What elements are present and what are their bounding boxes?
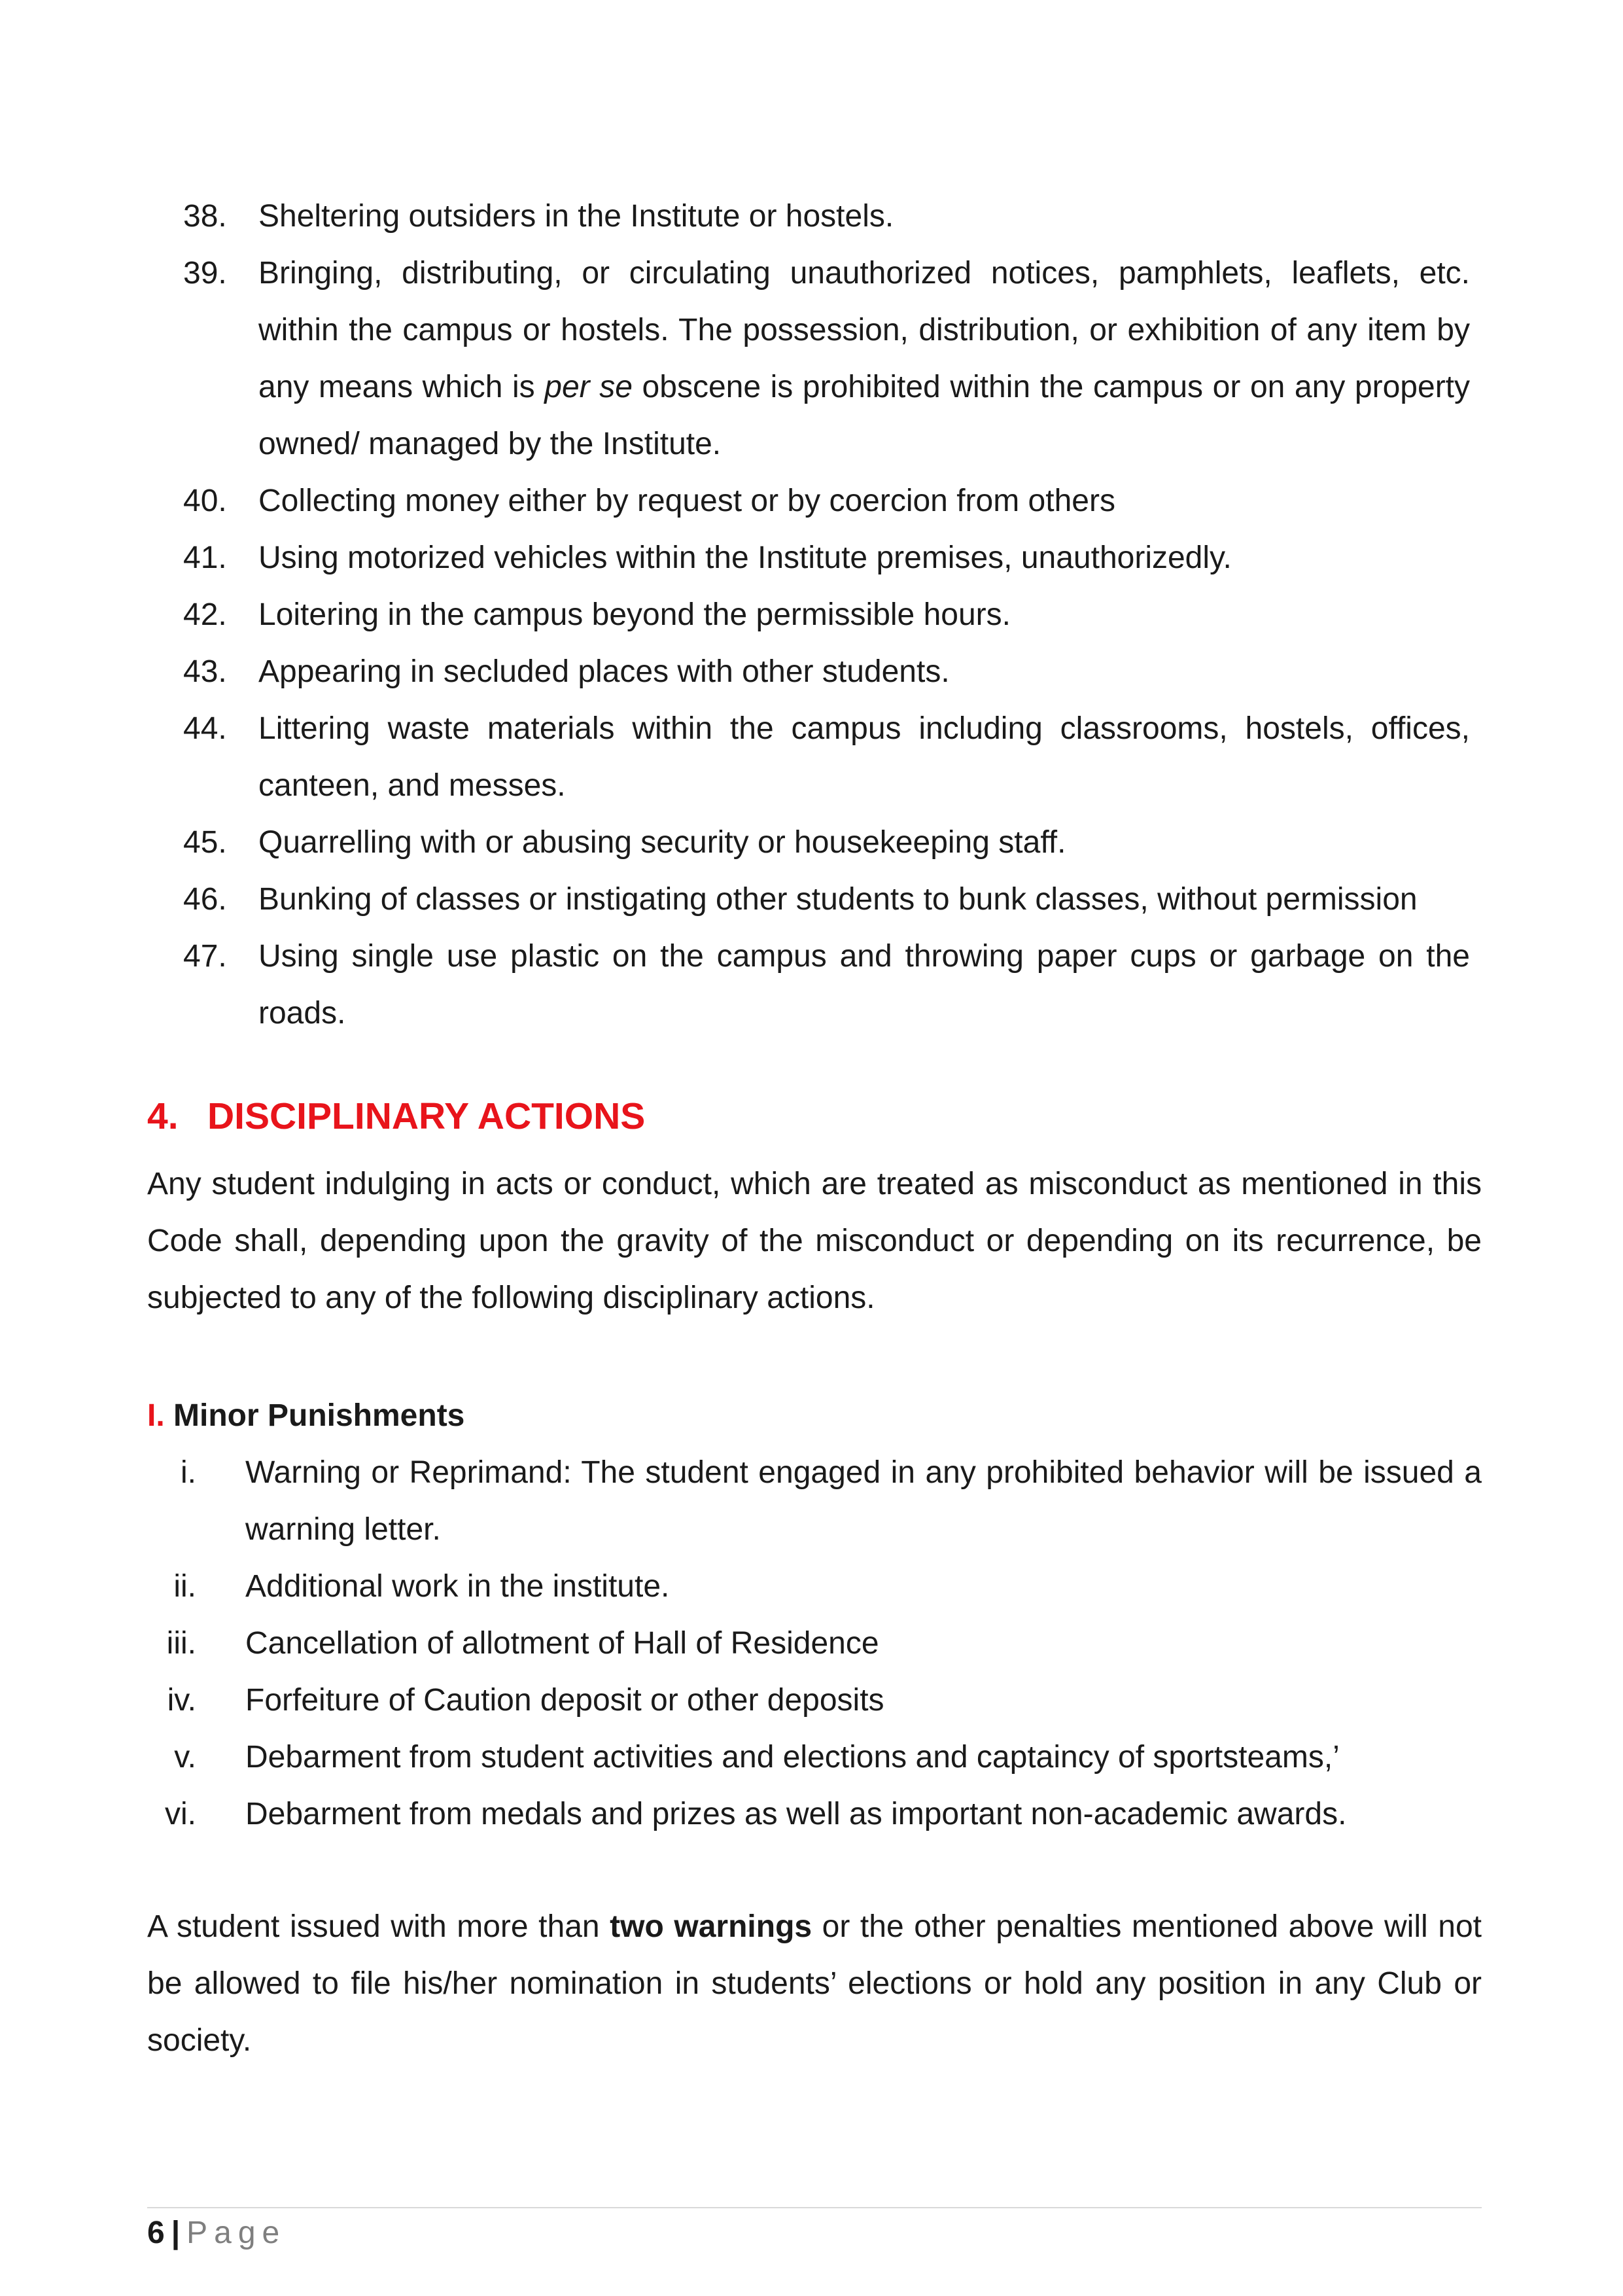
list-item: [0, 245, 1623, 472]
item-number: 40.: [183, 484, 227, 518]
item-text: Debarment from medals and prizes as well as important non-academic awards.: [245, 1797, 1347, 1831]
list-item: [0, 529, 1623, 586]
list-item: [0, 1615, 1623, 1672]
item-text: Bunking of classes or instigating other students to bunk classes, without permission: [258, 882, 1418, 917]
item-text: Warning or Reprimand: The student engaged in any prohibited behavior will be issued a warning letter.: [245, 1455, 1482, 1547]
item-number: 46.: [183, 882, 227, 917]
section-intro-paragraph: Any student indulging in acts or conduct, which are treated as misconduct as mentioned in this Code shall, depending upon the gravity of the misconduct or depending on its recurrence, be subjected to any of the following disciplinary actions.: [147, 1167, 1482, 1315]
item-number: 45.: [183, 825, 227, 860]
list-item: [0, 188, 1623, 245]
list-item: [0, 871, 1623, 928]
item-number: i.: [181, 1455, 196, 1490]
item-text: Using single use plastic on the campus and throwing paper cups or garbage on the roads.: [258, 939, 1470, 1031]
item-number: ii.: [173, 1569, 196, 1604]
subsection-roman: I.: [147, 1398, 165, 1433]
item-number: iii.: [166, 1626, 196, 1661]
item-text: [258, 245, 1470, 472]
item-number: vi.: [165, 1797, 196, 1831]
item-text-italic: per se: [544, 370, 633, 404]
closing-bold-text: two warnings: [610, 1909, 812, 1944]
item-text: Debarment from student activities and elections and captaincy of sportsteams,’: [245, 1740, 1340, 1775]
item-text: Collecting money either by request or by coercion from others: [258, 484, 1115, 518]
item-number: v.: [174, 1740, 196, 1775]
item-number: 42.: [183, 597, 227, 632]
list-item: [0, 928, 1623, 1042]
item-text: Sheltering outsiders in the Institute or hostels.: [258, 199, 894, 234]
list-item: [0, 1558, 1623, 1615]
item-number: 41.: [183, 540, 227, 575]
misconduct-list: [0, 188, 1623, 1042]
item-number: 43.: [183, 654, 227, 689]
page-label: Page: [186, 2216, 287, 2250]
page-footer: [147, 2210, 286, 2256]
footer-divider: [147, 2207, 1482, 2208]
section-title: DISCIPLINARY ACTIONS: [207, 1095, 646, 1137]
list-item: [0, 1672, 1623, 1729]
closing-text: A student issued with more than: [147, 1909, 610, 1944]
item-text: Cancellation of allotment of Hall of Residence: [245, 1626, 879, 1661]
item-number: iv.: [167, 1683, 196, 1718]
item-text-part: Bringing, distributing, or circulating unauthorized notices, pamphlets, leaflets, etc. within the campus or hostels. The possession, distribution, or exhibition of any item by any means which is: [258, 256, 1470, 404]
item-text: Quarrelling with or abusing security or housekeeping staff.: [258, 825, 1066, 860]
list-item: [0, 472, 1623, 529]
item-text: Loitering in the campus beyond the permissible hours.: [258, 597, 1011, 632]
page-number: 6: [147, 2216, 165, 2250]
subsection-title: Minor Punishments: [173, 1398, 465, 1433]
item-text: Littering waste materials within the campus including classrooms, hostels, offices, canteen, and messes.: [258, 711, 1470, 803]
closing-text: or the other penalties mentioned above will not be allowed to file his/her nomination in students’ elections or hold any position in any Club or society.: [147, 1909, 1482, 2058]
item-text: Additional work in the institute.: [245, 1569, 670, 1604]
subsection-heading: [147, 1390, 464, 1442]
punishments-list: [0, 1444, 1623, 1843]
list-item: [0, 1444, 1623, 1558]
footer-separator: |: [171, 2216, 181, 2250]
list-item: [0, 814, 1623, 871]
list-item: [0, 586, 1623, 643]
item-text-part: obscene is prohibited within the campus or on any property owned/ managed by the Institute.: [258, 370, 1471, 461]
item-number: 38.: [183, 199, 227, 234]
closing-paragraph: [147, 1898, 1482, 2069]
item-text: Appearing in secluded places with other students.: [258, 654, 950, 689]
item-text: Forfeiture of Caution deposit or other deposits: [245, 1683, 884, 1718]
item-number: 44.: [183, 711, 227, 746]
item-number: 47.: [183, 939, 227, 974]
list-item: [0, 1729, 1623, 1786]
list-item: [0, 700, 1623, 814]
list-item: [0, 643, 1623, 700]
section-number: 4.: [147, 1095, 179, 1137]
list-item: [0, 1786, 1623, 1843]
section-heading: [147, 1090, 645, 1142]
item-number: 39.: [183, 256, 227, 291]
item-text: Using motorized vehicles within the Institute premises, unauthorizedly.: [258, 540, 1232, 575]
